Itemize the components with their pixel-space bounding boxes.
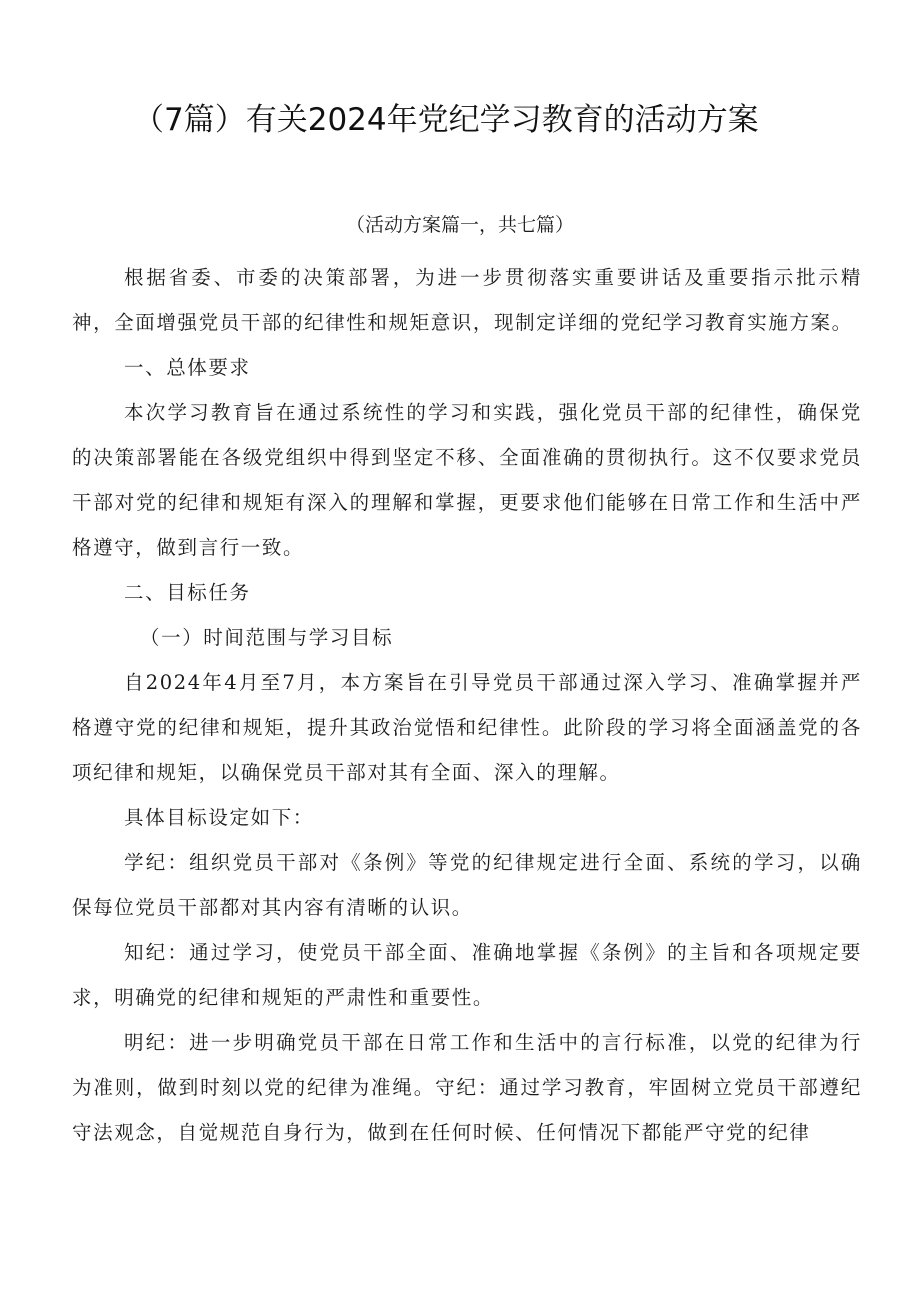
goals-intro-paragraph: 具体目标设定如下： (124, 806, 314, 829)
section-heading-overall-requirements: 一、总体要求 (124, 356, 251, 379)
goal-know-paragraph: 知纪：通过学习，使党员干部全面、准确地掌握《条例》的主旨和各项规定要求，明确党的纪律和规矩的严肃性和重要性。 (72, 941, 862, 1009)
document-subtitle: （活动方案篇一，共七篇） (345, 214, 574, 236)
document-title: （7篇）有关2024年党纪学习教育的活动方案 (133, 102, 759, 138)
timeframe-paragraph: 自2024年4月至7月，本方案旨在引导党员干部通过深入学习、准确掌握并严格遵守党的纪律和规矩，提升其政治觉悟和纪律性。此阶段的学习将全面涵盖党的各项纪律和规矩，以确保党员干部对其有全面、深入的理解。 (72, 671, 862, 784)
document-body (72, 255, 862, 1155)
goal-learn-paragraph: 学纪：组织党员干部对《条例》等党的纪律规定进行全面、系统的学习，以确保每位党员干部都对其内容有清晰的认识。 (72, 851, 862, 919)
intro-paragraph: 根据省委、市委的决策部署，为进一步贯彻落实重要讲话及重要指示批示精神，全面增强党员干部的纪律性和规矩意识，现制定详细的党纪学习教育实施方案。 (72, 266, 862, 334)
goal-clear-paragraph: 明纪：进一步明确党员干部在日常工作和生活中的言行标准，以党的纪律为行为准则，做到时刻以党的纪律为准绳。守纪：通过学习教育，牢固树立党员干部遵纪守法观念，自觉规范自身行为，做到在任何时候、任何情况下都能严守党的纪律 (72, 1031, 862, 1144)
section-heading-goals-tasks: 二、目标任务 (124, 581, 251, 604)
subsection-heading-timeframe: （一）时间范围与学习目标 (140, 626, 394, 649)
overall-requirements-paragraph: 本次学习教育旨在通过系统性的学习和实践，强化党员干部的纪律性，确保党的决策部署能在各级党组织中得到坚定不移、全面准确的贯彻执行。这不仅要求党员干部对党的纪律和规矩有深入的理解和掌握，更要求他们能够在日常工作和生活中严格遵守，做到言行一致。 (72, 401, 862, 559)
